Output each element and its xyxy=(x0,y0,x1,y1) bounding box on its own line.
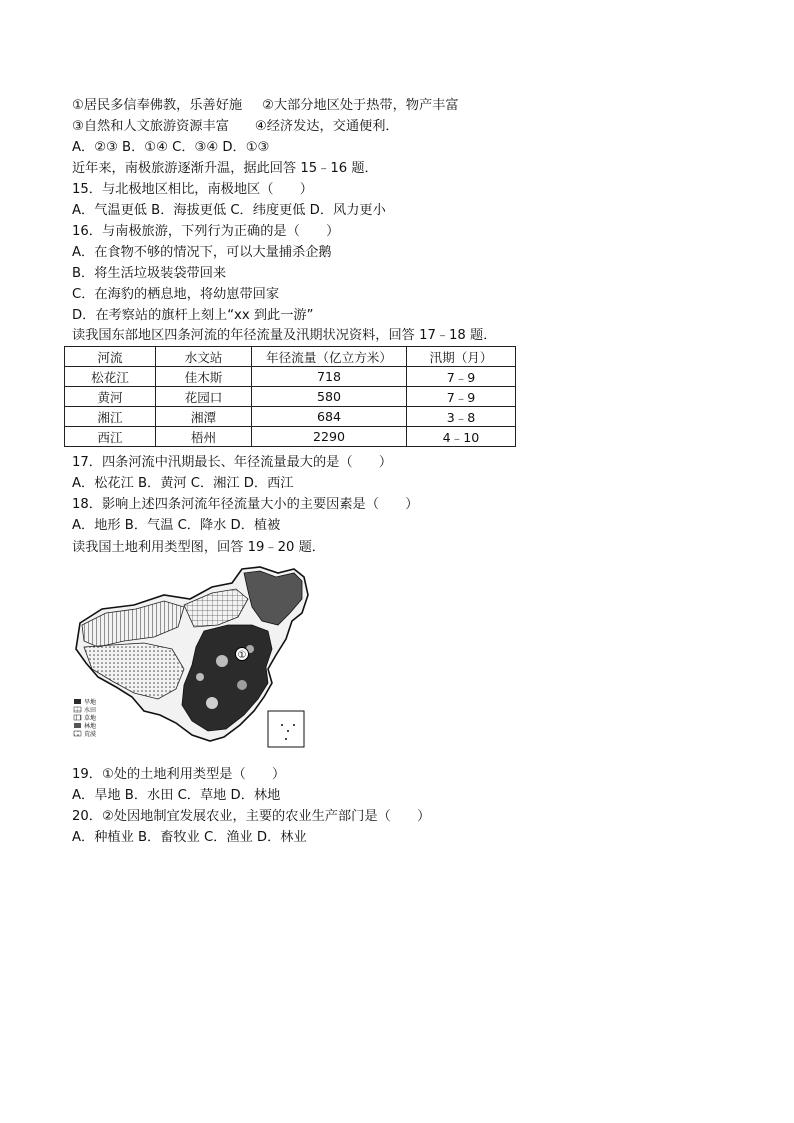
q16-choice-b: B．将生活垃圾装袋带回来 xyxy=(72,266,227,281)
intro-17-18: 读我国东部地区四条河流的年径流量及汛期状况资料，回答 17﹣18 题． xyxy=(72,328,497,343)
header-runoff: 年径流量（亿立方米） xyxy=(252,347,407,367)
header-flood-season: 汛期（月） xyxy=(407,347,516,367)
q14-options-line1 xyxy=(72,96,459,116)
map-legend xyxy=(74,698,96,738)
q17-choices: A．松花江 B．黄河 C．湘江 D．西江 xyxy=(72,476,294,491)
cell-station: 佳木斯 xyxy=(156,367,252,387)
cell-river: 湘江 xyxy=(65,407,156,427)
cell-runoff: 580 xyxy=(252,387,407,407)
cell-station: 湘潭 xyxy=(156,407,252,427)
legend-label: 林地 xyxy=(84,723,97,730)
south-china-sea-inset xyxy=(268,711,304,747)
q18-stem: 18．影响上述四条河流年径流量大小的主要因素是（ ） xyxy=(72,497,419,512)
cell-river: 西江 xyxy=(65,427,156,447)
q14-options-line2 xyxy=(72,117,399,137)
q14-option-4: ④经济发达，交通便利． xyxy=(254,119,399,134)
cell-runoff: 2290 xyxy=(252,427,407,447)
cell-river: 黄河 xyxy=(65,387,156,407)
q14-option-2: ②大部分地区处于热带，物产丰富 xyxy=(262,98,459,113)
cell-runoff: 684 xyxy=(252,407,407,427)
intro-15-16: 近年来，南极旅游逐渐升温，据此回答 15﹣16 题． xyxy=(72,161,378,176)
cell-flood-season: 7﹣9 xyxy=(407,367,516,387)
q14-option-1: ①居民多信奉佛教，乐善好施 xyxy=(72,98,243,113)
q16-stem: 16．与南极旅游，下列行为正确的是（ ） xyxy=(72,224,340,239)
table-row xyxy=(65,407,516,427)
cell-station: 梧州 xyxy=(156,427,252,447)
marker-1: ① xyxy=(237,650,247,661)
cell-runoff: 718 xyxy=(252,367,407,387)
legend-label: 水田 xyxy=(84,707,97,714)
intro-19-20: 读我国土地利用类型图，回答 19﹣20 题． xyxy=(72,540,325,555)
legend-label: 草地 xyxy=(84,715,97,722)
q19-choices: A．旱地 B．水田 C．草地 D．林地 xyxy=(72,788,281,803)
q15-choices: A．气温更低 B．海拔更低 C．纬度更低 D．风力更小 xyxy=(72,203,386,218)
cell-flood-season: 3﹣8 xyxy=(407,407,516,427)
q16-choice-c: C．在海豹的栖息地，将幼崽带回家 xyxy=(72,287,280,302)
header-river: 河流 xyxy=(65,347,156,367)
q18-choices: A．地形 B．气温 C．降水 D．植被 xyxy=(72,518,281,533)
table-header-row xyxy=(65,347,516,367)
river-runoff-table xyxy=(64,346,516,447)
legend-label: 荒漠 xyxy=(84,731,97,738)
legend-label: 旱地 xyxy=(84,699,97,706)
q17-stem: 17．四条河流中汛期最长、年径流量最大的是（ ） xyxy=(72,455,393,470)
q20-stem: 20．②处因地制宜发展农业，主要的农业生产部门是（ ） xyxy=(72,809,431,824)
q19-stem: 19．①处的土地利用类型是（ ） xyxy=(72,767,286,782)
table-row xyxy=(65,427,516,447)
cell-river: 松花江 xyxy=(65,367,156,387)
cell-station: 花园口 xyxy=(156,387,252,407)
region-plateau xyxy=(84,643,184,699)
header-station: 水文站 xyxy=(156,347,252,367)
q16-choice-d: D．在考察站的旗杆上刻上“xx 到此一游” xyxy=(72,308,314,323)
q20-choices: A．种植业 B．畜牧业 C．渔业 D．林业 xyxy=(72,830,307,845)
q14-option-3: ③自然和人文旅游资源丰富 xyxy=(72,119,229,134)
cell-flood-season: 7﹣9 xyxy=(407,387,516,407)
q16-choice-a: A．在食物不够的情况下，可以大量捕杀企鹅 xyxy=(72,245,332,260)
china-land-use-map xyxy=(72,565,312,751)
table-row xyxy=(65,387,516,407)
q15-stem: 15．与北极地区相比，南极地区（ ） xyxy=(72,182,313,197)
table-row xyxy=(65,367,516,387)
cell-flood-season: 4﹣10 xyxy=(407,427,516,447)
q14-choices: A．②③ B．①④ C．③④ D．①③ xyxy=(72,140,270,155)
